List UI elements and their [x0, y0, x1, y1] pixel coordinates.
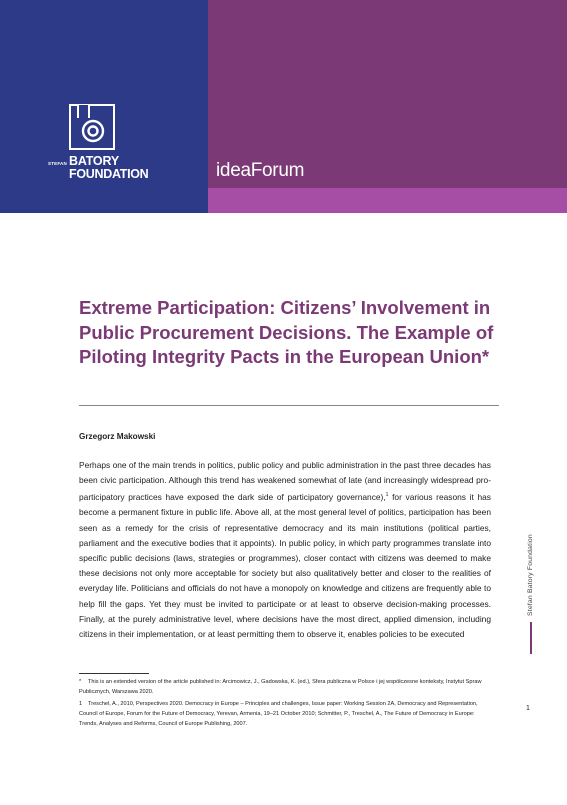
article-author: Grzegorz Makowski — [79, 432, 156, 441]
footnote-text: Treschel, A., 2010, Perspectives 2020. Democracy in Europe – Principles and challenges, Issue paper: Working Session 2A, Democracy and Representation, Council of Europe, Forum for the Future of Democracy, Yerevan, Armenia, 19–21 October 2010; Schmitter, P., Treschel, A., The Future of Democracy in Europe: Trends, Analyses and Reforms, Council of Europe Publishing, 2007. — [79, 701, 478, 727]
article-title: Extreme Participation: Citizens’ Involvement in Public Procurement Decisions. The Example of Piloting Integrity Pacts in the European Union* — [79, 297, 494, 367]
logo-foundation-text: FOUNDATION — [69, 167, 149, 181]
body-text-part-2: for various reasons it has become a permanent fixture in public life. Above all, at the most general level of politics, participation has been seen as a remedy for the crisis of representative democracy and its main institutions (political parties, parliament and the executive bodies that it appoints). In public policy, in which party programmes translate into specific public decisions (laws, strategies or programmes), closer contact with citizens was deemed to make these decisions not only more acceptable for society but also qualitatively better and closer to the realities of everyday life. Politicians and officials do not have a monopoly on knowledge and citizens are frequently able to help fill the gaps. Yet they must be invited to participate or at least to observe decision-making processes. Finally, at the purely administrative level, where decisions have the most direct, applied dimension, including citizens in their implementation, or at least permitting them to observe it, enables policies to be executed — [79, 492, 491, 640]
logo-stefan-text: STEFAN — [48, 161, 67, 166]
title-divider — [79, 405, 499, 406]
brand-ideaforum: ideaForum — [216, 160, 305, 181]
footnote-1 — [79, 699, 494, 729]
footnote-text: This is an extended version of the article published in: Arcimowicz, J., Gadowska, K. (ed.), Sfera publiczna w Polsce i jej współczesne konteksty, Instytut Spraw Publicznych, Warszawa 2020. — [79, 679, 482, 695]
page-number: 1 — [526, 705, 530, 712]
footnote-mark: 1 — [79, 701, 83, 707]
side-accent-rule — [530, 622, 532, 654]
header-banner-stripe — [208, 188, 567, 213]
footnote-asterisk — [79, 677, 494, 697]
foundation-logo-icon — [69, 104, 115, 150]
article-body — [79, 458, 491, 642]
side-label: Stefan Batory Foundation — [527, 534, 534, 616]
footnote-reference[interactable]: 1 — [385, 492, 389, 499]
footnote-divider — [79, 673, 149, 674]
logo-batory-text: BATORY — [69, 154, 119, 168]
footnote-mark: * — [79, 679, 82, 685]
body-text-part-1: Perhaps one of the main trends in politics, public policy and public administration in the past three decades has been civic participation. Although this trend has weakened somewhat of late (and increasingly widespread pro-participatory practices have exposed the dark side of participatory governance), — [79, 460, 491, 503]
